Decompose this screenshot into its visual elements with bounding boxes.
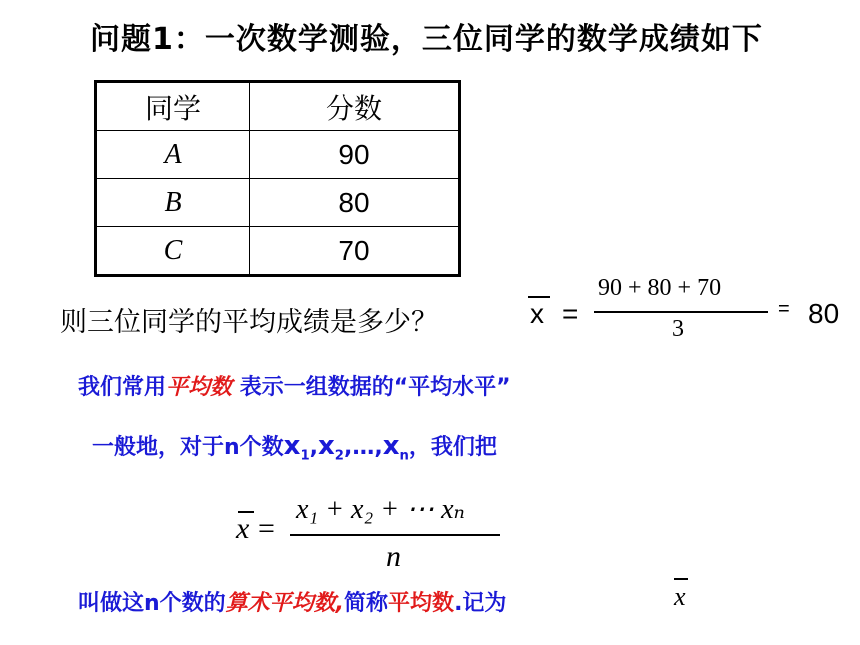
mean-equals: = bbox=[562, 298, 579, 329]
definition-line bbox=[92, 430, 497, 463]
student-cell: A bbox=[96, 131, 250, 179]
conclusion-text-1: 叫做这n个数的 bbox=[78, 591, 226, 616]
sub-n: n bbox=[399, 448, 409, 464]
var-x1: x bbox=[283, 431, 301, 461]
conclusion-highlight: 算术平均数, bbox=[225, 591, 345, 616]
conclusion-text-3: .记为 bbox=[454, 591, 507, 616]
mean-equals-2: = bbox=[778, 298, 790, 320]
mean-fraction-bar bbox=[594, 311, 768, 313]
score-cell: 80 bbox=[250, 179, 460, 227]
comma-1: , bbox=[309, 435, 318, 460]
conclusion-text-2: 简称 bbox=[344, 591, 389, 616]
score-cell: 90 bbox=[250, 131, 460, 179]
def-text-2: ，我们把 bbox=[408, 435, 497, 460]
formula-equals: = bbox=[258, 512, 275, 545]
mean-numerator: 90 + 80 + 70 bbox=[598, 275, 722, 301]
formula-fraction-bar bbox=[290, 534, 500, 536]
table-row bbox=[96, 227, 460, 276]
ellipsis: ,…, bbox=[343, 435, 383, 460]
table-row bbox=[96, 179, 460, 227]
definition-conclusion bbox=[78, 586, 506, 617]
notation-symbol: x bbox=[674, 582, 686, 611]
score-table bbox=[94, 80, 461, 277]
table-header-row bbox=[96, 82, 460, 131]
formula-numerator: x₁ + x₂ + ⋯ xₙ bbox=[296, 494, 465, 525]
table-row bbox=[96, 131, 460, 179]
mean-symbol: x bbox=[530, 298, 544, 329]
header-student: 同学 bbox=[96, 82, 250, 131]
definition-intro bbox=[78, 370, 511, 401]
notation-overbar bbox=[674, 578, 688, 580]
formula-lhs: x bbox=[236, 512, 250, 545]
formula-denominator: n bbox=[386, 540, 401, 573]
score-cell: 70 bbox=[250, 227, 460, 276]
problem-title: 问题1：一次数学测验，三位同学的数学成绩如下 bbox=[90, 22, 763, 57]
header-score: 分数 bbox=[250, 82, 460, 131]
intro-highlight: 平均数 bbox=[166, 375, 233, 400]
conclusion-term: 平均数 bbox=[388, 591, 455, 616]
mean-denominator: 3 bbox=[672, 316, 684, 342]
intro-text-1: 我们常用 bbox=[78, 375, 167, 400]
student-cell: B bbox=[96, 179, 250, 227]
sub-1: 1 bbox=[300, 448, 310, 464]
var-xn: x bbox=[382, 431, 400, 461]
var-x2: x bbox=[318, 431, 335, 461]
sub-2: 2 bbox=[334, 448, 344, 464]
def-text-1: 一般地，对于n个数 bbox=[92, 435, 284, 460]
question-text: 则三位同学的平均成绩是多少？ bbox=[60, 307, 438, 338]
intro-text-2: 表示一组数据的“平均水平” bbox=[232, 375, 511, 400]
mean-result: 80 bbox=[808, 298, 840, 329]
student-cell: C bbox=[96, 227, 250, 276]
